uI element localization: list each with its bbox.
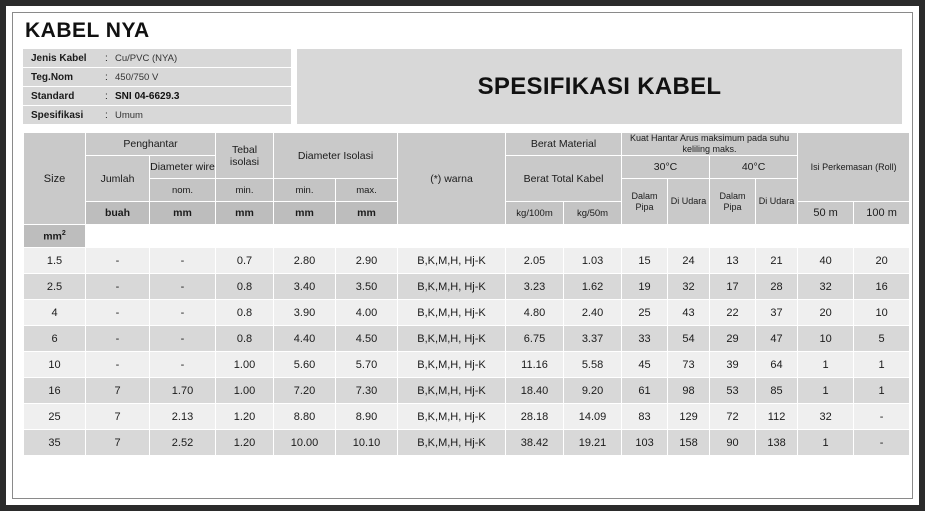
spec-meta-list [23, 49, 291, 124]
cell-udara-30: 43 [668, 300, 710, 326]
cell-size: 2.5 [24, 274, 86, 300]
cell-diameter-wire: - [150, 352, 216, 378]
cell-size: 10 [24, 352, 86, 378]
cell-kg100: 2.05 [506, 248, 564, 274]
cell-size: 1.5 [24, 248, 86, 274]
th-suhu-40: 40°C [710, 156, 798, 179]
cell-jumlah: 7 [86, 430, 150, 456]
meta-key: Spesifikasi [31, 109, 84, 121]
cell-udara-30: 73 [668, 352, 710, 378]
cell-diameter-min: 5.60 [274, 352, 336, 378]
cell-pipa-40: 72 [710, 404, 756, 430]
meta-value: Umum [115, 109, 143, 121]
th-unit-mm-max: mm [336, 202, 398, 225]
cell-pipa-30: 25 [622, 300, 668, 326]
cell-diameter-wire: 2.52 [150, 430, 216, 456]
cell-pipa-30: 103 [622, 430, 668, 456]
cell-pipa-30: 61 [622, 378, 668, 404]
cell-warna: B,K,M,H, Hj-K [398, 378, 506, 404]
th-kuat-hantar-arus: Kuat Hantar Arus maksimum pada suhu keliling maks. [622, 133, 798, 156]
th-nom: nom. [150, 179, 216, 202]
spacer-cell [86, 225, 910, 248]
cell-diameter-wire: - [150, 274, 216, 300]
cell-kg50: 5.58 [564, 352, 622, 378]
th-diameter-max: max. [336, 179, 398, 202]
cell-diameter-min: 10.00 [274, 430, 336, 456]
cell-size: 25 [24, 404, 86, 430]
th-unit-mm-wire: mm [150, 202, 216, 225]
cell-tebal: 0.8 [216, 300, 274, 326]
cell-pipa-40: 22 [710, 300, 756, 326]
cell-roll-100: 1 [854, 378, 910, 404]
cell-diameter-max: 4.50 [336, 326, 398, 352]
page-title: KABEL NYA [25, 19, 150, 42]
cell-jumlah: 7 [86, 404, 150, 430]
cell-udara-30: 32 [668, 274, 710, 300]
cell-diameter-wire: - [150, 248, 216, 274]
table-row [24, 430, 910, 456]
meta-value: Cu/PVC (NYA) [115, 52, 178, 64]
cell-roll-100: 10 [854, 300, 910, 326]
cell-diameter-min: 7.20 [274, 378, 336, 404]
cell-kg100: 38.42 [506, 430, 564, 456]
th-tebal-min: min. [216, 179, 274, 202]
meta-row [23, 49, 291, 67]
cell-roll-100: - [854, 430, 910, 456]
cell-tebal: 1.20 [216, 430, 274, 456]
cell-kg100: 4.80 [506, 300, 564, 326]
cell-diameter-max: 5.70 [336, 352, 398, 378]
cell-roll-100: 16 [854, 274, 910, 300]
cell-pipa-30: 83 [622, 404, 668, 430]
cell-size: 16 [24, 378, 86, 404]
cell-roll-50: 40 [798, 248, 854, 274]
cell-kg100: 28.18 [506, 404, 564, 430]
cell-udara-40: 47 [756, 326, 798, 352]
spec-banner-title: SPESIFIKASI KABEL [297, 49, 902, 124]
cell-size: 4 [24, 300, 86, 326]
cell-kg50: 2.40 [564, 300, 622, 326]
cell-kg50: 1.03 [564, 248, 622, 274]
cell-roll-100: 1 [854, 352, 910, 378]
cell-kg100: 18.40 [506, 378, 564, 404]
cell-kg100: 6.75 [506, 326, 564, 352]
cell-udara-40: 64 [756, 352, 798, 378]
cell-pipa-40: 39 [710, 352, 756, 378]
table-row [24, 326, 910, 352]
th-unit-kg-50m: kg/50m [564, 202, 622, 225]
meta-value: 450/750 V [115, 71, 159, 83]
cell-udara-30: 158 [668, 430, 710, 456]
th-warna: (*) warna [398, 133, 506, 225]
th-tebal-isolasi: Tebal isolasi [216, 133, 274, 179]
cell-tebal: 0.8 [216, 326, 274, 352]
th-suhu-30: 30°C [622, 156, 710, 179]
cell-roll-50: 1 [798, 430, 854, 456]
cell-tebal: 0.7 [216, 248, 274, 274]
th-di-udara-30: Di Udara [668, 179, 710, 225]
table-row [24, 404, 910, 430]
cell-diameter-wire: 1.70 [150, 378, 216, 404]
cell-pipa-40: 13 [710, 248, 756, 274]
cell-jumlah: - [86, 300, 150, 326]
cell-kg50: 14.09 [564, 404, 622, 430]
cell-roll-50: 1 [798, 378, 854, 404]
cell-pipa-30: 33 [622, 326, 668, 352]
meta-row [23, 87, 291, 105]
document-inner-frame [12, 12, 913, 499]
cell-udara-30: 98 [668, 378, 710, 404]
cell-diameter-min: 8.80 [274, 404, 336, 430]
cell-diameter-max: 3.50 [336, 274, 398, 300]
cell-kg50: 1.62 [564, 274, 622, 300]
table-row [24, 274, 910, 300]
cell-diameter-max: 4.00 [336, 300, 398, 326]
meta-row [23, 68, 291, 86]
meta-separator: : [105, 109, 108, 121]
table-row [24, 378, 910, 404]
cell-diameter-wire: - [150, 300, 216, 326]
cell-roll-50: 32 [798, 404, 854, 430]
cell-diameter-max: 8.90 [336, 404, 398, 430]
th-unit-buah: buah [86, 202, 150, 225]
th-unit-mm-tebal: mm [216, 202, 274, 225]
cell-udara-40: 112 [756, 404, 798, 430]
meta-separator: : [105, 71, 108, 83]
cell-tebal: 0.8 [216, 274, 274, 300]
cell-diameter-max: 2.90 [336, 248, 398, 274]
th-unit-mm-min: mm [274, 202, 336, 225]
cell-pipa-30: 19 [622, 274, 668, 300]
cell-tebal: 1.00 [216, 378, 274, 404]
cell-jumlah: - [86, 326, 150, 352]
table-row [24, 248, 910, 274]
th-diameter-isolasi: Diameter Isolasi [274, 133, 398, 179]
th-di-udara-40: Di Udara [756, 179, 798, 225]
cell-warna: B,K,M,H, Hj-K [398, 248, 506, 274]
th-jumlah: Jumlah [86, 156, 150, 202]
cell-warna: B,K,M,H, Hj-K [398, 326, 506, 352]
cell-warna: B,K,M,H, Hj-K [398, 274, 506, 300]
th-penghantar: Penghantar [86, 133, 216, 156]
cell-jumlah: - [86, 248, 150, 274]
cell-udara-30: 129 [668, 404, 710, 430]
cell-warna: B,K,M,H, Hj-K [398, 300, 506, 326]
cell-pipa-40: 17 [710, 274, 756, 300]
meta-separator: : [105, 90, 108, 102]
cell-pipa-40: 53 [710, 378, 756, 404]
cell-kg50: 3.37 [564, 326, 622, 352]
cell-pipa-40: 29 [710, 326, 756, 352]
cell-udara-30: 24 [668, 248, 710, 274]
cell-roll-100: 20 [854, 248, 910, 274]
cell-roll-50: 1 [798, 352, 854, 378]
cell-tebal: 1.00 [216, 352, 274, 378]
meta-value: SNI 04-6629.3 [115, 90, 180, 102]
th-berat-material: Berat Material [506, 133, 622, 156]
th-diameter-min: min. [274, 179, 336, 202]
cell-warna: B,K,M,H, Hj-K [398, 352, 506, 378]
cell-roll-100: 5 [854, 326, 910, 352]
cell-roll-50: 10 [798, 326, 854, 352]
th-size: Size [24, 133, 86, 225]
th-unit-kg-100m: kg/100m [506, 202, 564, 225]
cell-udara-40: 85 [756, 378, 798, 404]
th-isi-perkemasan: Isi Perkemasan (Roll) [798, 133, 910, 202]
cell-warna: B,K,M,H, Hj-K [398, 430, 506, 456]
cell-warna: B,K,M,H, Hj-K [398, 404, 506, 430]
th-roll-100m: 100 m [854, 202, 910, 225]
cell-udara-40: 37 [756, 300, 798, 326]
cell-udara-40: 28 [756, 274, 798, 300]
cell-diameter-wire: 2.13 [150, 404, 216, 430]
meta-row [23, 106, 291, 124]
th-roll-50m: 50 m [798, 202, 854, 225]
cell-udara-40: 138 [756, 430, 798, 456]
cell-diameter-min: 4.40 [274, 326, 336, 352]
cell-kg100: 3.23 [506, 274, 564, 300]
cell-pipa-40: 90 [710, 430, 756, 456]
cell-roll-50: 32 [798, 274, 854, 300]
meta-separator: : [105, 52, 108, 64]
th-diameter-wire: Diameter wire [150, 156, 216, 179]
cell-udara-30: 54 [668, 326, 710, 352]
cell-size: 6 [24, 326, 86, 352]
cell-udara-40: 21 [756, 248, 798, 274]
spec-header-band [23, 49, 902, 124]
meta-key: Jenis Kabel [31, 52, 87, 64]
cell-diameter-max: 7.30 [336, 378, 398, 404]
cell-roll-50: 20 [798, 300, 854, 326]
table-row [24, 352, 910, 378]
cell-diameter-min: 3.90 [274, 300, 336, 326]
cell-jumlah: - [86, 352, 150, 378]
cell-diameter-wire: - [150, 326, 216, 352]
cell-jumlah: - [86, 274, 150, 300]
cell-pipa-30: 15 [622, 248, 668, 274]
cell-roll-100: - [854, 404, 910, 430]
th-berat-total-kabel: Berat Total Kabel [506, 156, 622, 202]
cell-diameter-min: 3.40 [274, 274, 336, 300]
cable-specification-table [23, 132, 910, 456]
cell-jumlah: 7 [86, 378, 150, 404]
table-row [24, 300, 910, 326]
cell-diameter-min: 2.80 [274, 248, 336, 274]
cell-diameter-max: 10.10 [336, 430, 398, 456]
meta-key: Teg.Nom [31, 71, 74, 83]
cell-kg50: 9.20 [564, 378, 622, 404]
cell-tebal: 1.20 [216, 404, 274, 430]
cell-kg100: 11.16 [506, 352, 564, 378]
meta-key: Standard [31, 90, 75, 102]
cell-pipa-30: 45 [622, 352, 668, 378]
th-dalam-pipa-40: Dalam Pipa [710, 179, 756, 225]
cell-size: 35 [24, 430, 86, 456]
th-unit-mm2: $mm^2$ [24, 225, 86, 248]
cell-kg50: 19.21 [564, 430, 622, 456]
th-dalam-pipa-30: Dalam Pipa [622, 179, 668, 225]
